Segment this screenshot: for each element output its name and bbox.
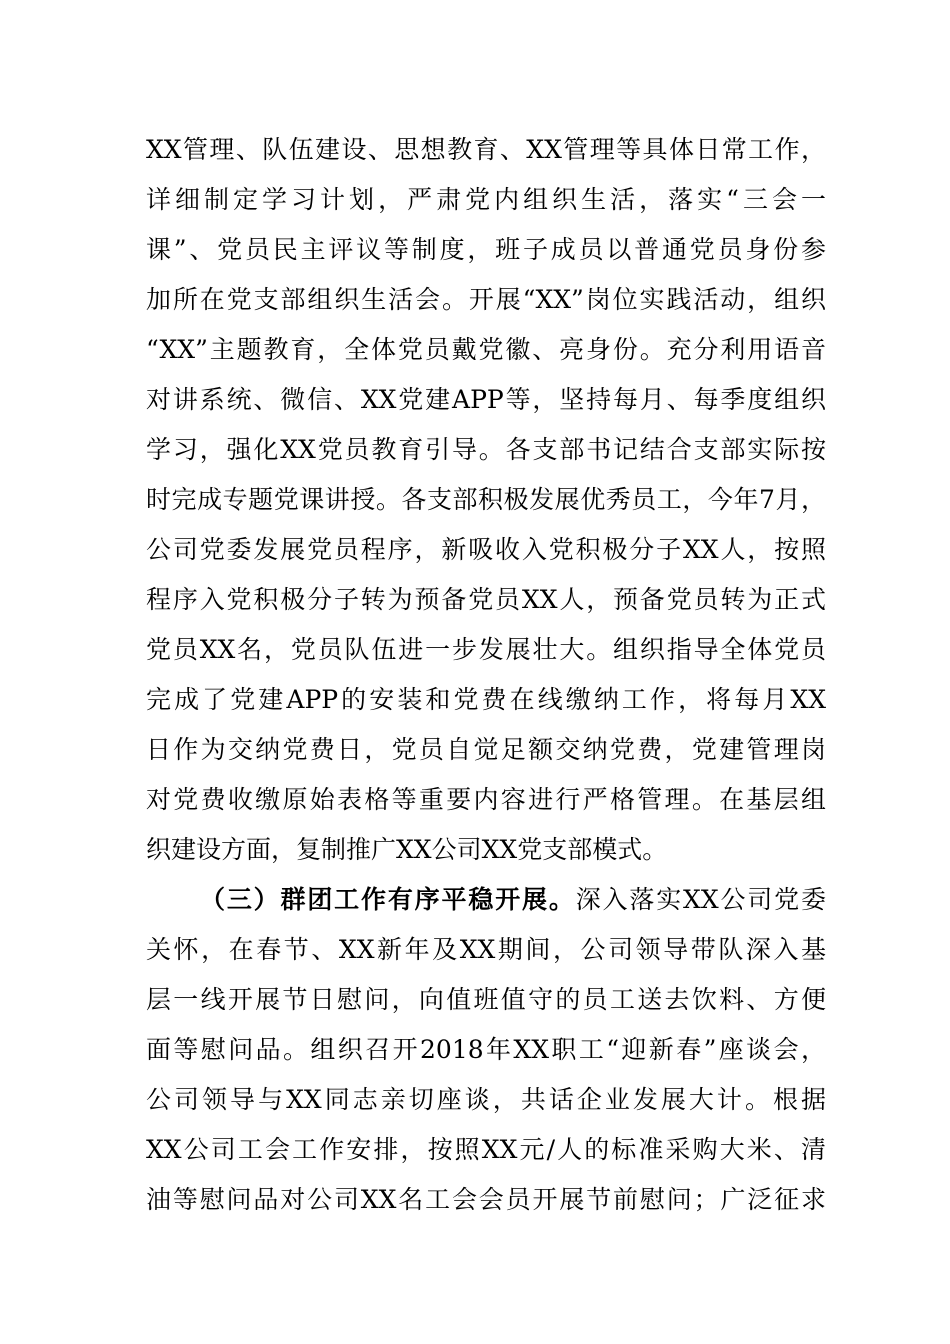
text-line: 学习，强化XX党员教育引导。各支部书记结合支部实际按 <box>146 435 826 464</box>
text-line: 对党费收缴原始表格等重要内容进行严格管理。在基层组 <box>146 785 826 814</box>
text-line: 公司领导与XX同志亲切座谈，共话企业发展大计。根据 <box>146 1085 826 1114</box>
text-line: 公司党委发展党员程序，新吸收入党积极分子XX人，按照 <box>146 535 826 564</box>
text-line: “XX”主题教育，全体党员戴党徽、亮身份。充分利用语音 <box>146 335 826 364</box>
text-line: 织建设方面，复制推广XX公司XX党支部模式。 <box>146 835 668 864</box>
text-line: 时完成专题党课讲授。各支部积极发展优秀员工，今年7月， <box>146 485 826 514</box>
text-line: 油等慰问品对公司XX名工会会员开展节前慰问；广泛征求 <box>146 1185 826 1214</box>
text-line: 完成了党建APP的安装和党费在线缴纳工作，将每月XX <box>146 685 826 714</box>
text-line: 加所在党支部组织生活会。开展“XX”岗位实践活动，组织 <box>146 285 826 314</box>
paragraph-party-building <box>146 125 826 875</box>
text-line: 关怀，在春节、XX新年及XX期间，公司领导带队深入基 <box>146 935 826 964</box>
document-body <box>146 125 826 1225</box>
text-line: 程序入党积极分子转为预备党员XX人，预备党员转为正式 <box>146 585 826 614</box>
text-line: 层一线开展节日慰问，向值班值守的员工送去饮料、方便 <box>146 985 826 1014</box>
text-line: 日作为交纳党费日，党员自觉足额交纳党费，党建管理岗 <box>146 735 826 764</box>
text-line: 面等慰问品。组织召开2018年XX职工“迎新春”座谈会， <box>146 1035 826 1064</box>
text-line: XX管理、队伍建设、思想教育、XX管理等具体日常工作， <box>146 135 826 164</box>
paragraph-mass-organizations <box>146 875 826 1225</box>
text-line: 党员XX名，党员队伍进一步发展壮大。组织指导全体党员 <box>146 635 826 664</box>
text-line: 对讲系统、微信、XX党建APP等，坚持每月、每季度组织 <box>146 385 826 414</box>
section-heading: （三）群团工作有序平稳开展。 <box>200 885 576 914</box>
text-span: 深入落实XX公司党委 <box>575 885 826 914</box>
text-line: 课”、党员民主评议等制度，班子成员以普通党员身份参 <box>146 235 826 264</box>
text-line-with-heading <box>146 875 826 925</box>
text-line: XX公司工会工作安排，按照XX元/人的标准采购大米、清 <box>146 1135 826 1164</box>
text-line: 详细制定学习计划，严肃党内组织生活，落实“三会一 <box>146 185 826 214</box>
